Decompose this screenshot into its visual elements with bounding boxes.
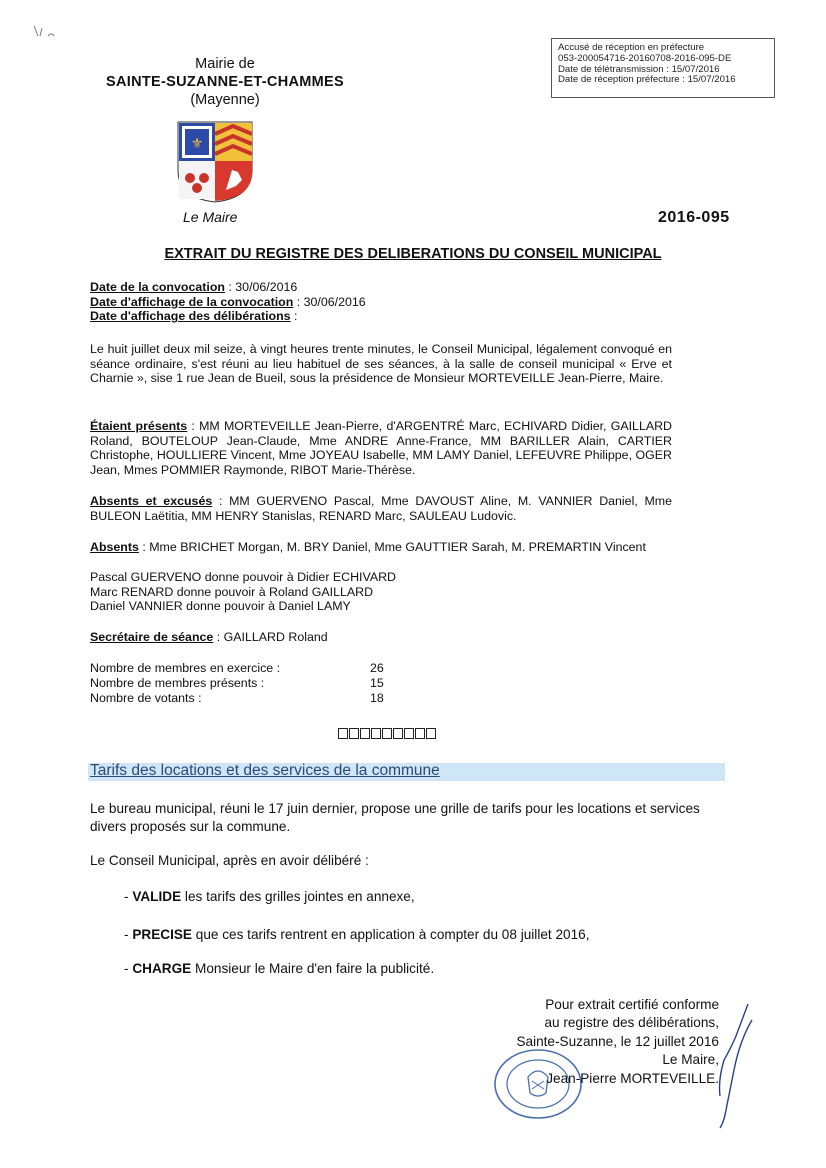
- stat-row: [90, 661, 384, 676]
- section-header: [88, 763, 725, 781]
- decision-keyword: PRECISE: [132, 927, 192, 942]
- section-title: Tarifs des locations et des services de la commune: [90, 762, 440, 779]
- signature-line3: Sainte-Suzanne, le 12 juillet 2016: [516, 1033, 719, 1049]
- stat-row: [90, 691, 384, 706]
- deliberation-number: 2016-095: [658, 209, 730, 226]
- receipt-line1: Accusé de réception en préfecture: [558, 42, 705, 53]
- signature-line2: au registre des délibérations,: [544, 1015, 719, 1031]
- presents-paragraph: [90, 419, 672, 477]
- receipt-line3: Date de télétransmission : 15/07/2016: [558, 63, 720, 75]
- receipt-line2: 053-200054716-20160708-2016-095-DE: [558, 52, 732, 64]
- date-affichage-deliberations-label: Date d'affichage des délibérations: [90, 309, 291, 324]
- absents-label: Absents: [90, 540, 139, 554]
- stat-value: 15: [370, 676, 384, 690]
- margin-scribble: [28, 22, 68, 44]
- decision-keyword: VALIDE: [132, 889, 182, 904]
- stat-row: [90, 676, 384, 691]
- presents-label: Étaient présents: [90, 419, 188, 433]
- pouvoir-item: Marc RENARD donne pouvoir à Roland GAILLARD: [90, 584, 374, 599]
- stat-value: 26: [370, 661, 384, 675]
- intro-paragraph: Le huit juillet deux mil seize, à vingt heures trente minutes, le Conseil Municipal, légalement convoqué en séance ordinaire, s'est réuni au lieu habituel de ses séances, à la salle de conseil municipal « Erve et Charnie », sise 1 rue Jean de Bueil, sous la présidence de Monsieur MORTEVEILLE Jean-Pierre, Maire.: [90, 342, 672, 386]
- secretaire-text: : GAILLARD Roland: [213, 630, 328, 644]
- coat-of-arms-icon: [176, 120, 254, 204]
- decision-text: Monsieur le Maire d'en faire la publicité.: [191, 961, 435, 976]
- commune-name: SAINTE-SUZANNE-ET-CHAMMES: [106, 74, 344, 90]
- date-convocation: [90, 280, 672, 295]
- signature-line4: Le Maire,: [662, 1052, 719, 1068]
- receipt-line4: Date de réception préfecture : 15/07/2016: [558, 74, 736, 86]
- handwritten-signature: [690, 1000, 760, 1130]
- date-affichage-convocation-value: : 30/06/2016: [293, 294, 366, 309]
- presents-text: : MM MORTEVEILLE Jean-Pierre, d'ARGENTRÉ Marc, ECHIVARD Didier, GAILLARD Roland, BOUTELOUP Jean-Claude, Mme ANDRE Anne-France, MM BARILLER Alain, CARTIER Christophe, HOULLIERE Vincent, Mme JOYEAU Isabelle, MM LAMY Daniel, LEFEUVRE Philippe, OGER Jean, Mmes POMMIER Raymonde, RIBOT Marie-Thérèse.: [90, 419, 673, 477]
- le-maire-caption: Le Maire: [183, 209, 238, 225]
- excuses-label: Absents et excusés: [90, 494, 213, 508]
- pouvoirs-list: [90, 570, 672, 614]
- conseil-paragraph: Le Conseil Municipal, après en avoir délibéré :: [90, 853, 369, 868]
- pouvoir-item: Pascal GUERVENO donne pouvoir à Didier ECHIVARD: [90, 570, 396, 584]
- date-affichage-convocation: [90, 295, 672, 310]
- secretaire-label: Secrétaire de séance: [90, 630, 214, 644]
- decision-item: - CHARGE Monsieur le Maire d'en faire la publicité.: [124, 961, 435, 976]
- decision-text: que ces tarifs rentrent en application à compter du 08 juillet 2016,: [192, 927, 590, 942]
- date-convocation-value: : 30/06/2016: [224, 280, 298, 294]
- member-stats: [90, 661, 384, 706]
- department: (Mayenne): [190, 92, 260, 108]
- decision-item: - PRECISE que ces tarifs rentrent en application à compter du 08 juillet 2016,: [124, 927, 590, 942]
- document-title: [0, 246, 826, 262]
- decision-item: - VALIDE les tarifs des grilles jointes en annexe,: [124, 889, 415, 904]
- absents-paragraph: [90, 540, 672, 555]
- pouvoir-item: Daniel VANNIER donne pouvoir à Daniel LAMY: [90, 599, 351, 614]
- absents-text: : Mme BRICHET Morgan, M. BRY Daniel, Mme GAUTTIER Sarah, M. PREMARTIN Vincent: [138, 540, 646, 554]
- secretaire-line: [90, 630, 672, 645]
- signature-block: [516, 996, 719, 1088]
- excuses-paragraph: [90, 494, 672, 523]
- decision-keyword: CHARGE: [132, 961, 192, 976]
- decision-text: les tarifs des grilles jointes en annexe,: [181, 889, 415, 904]
- mairie-header: [70, 55, 380, 109]
- header-line1: Mairie de: [195, 56, 255, 72]
- stat-label: Nombre de membres présents :: [90, 676, 265, 690]
- date-affichage-deliberations: [90, 309, 672, 324]
- stat-label: Nombre de votants :: [90, 691, 202, 705]
- date-affichage-convocation-label: Date d'affichage de la convocation: [90, 294, 294, 309]
- stat-value: 18: [370, 691, 384, 705]
- bureau-paragraph: Le bureau municipal, réuni le 17 juin dernier, propose une grille de tarifs pour les locations et services divers proposés sur la commune.: [90, 801, 700, 834]
- signature-line1: Pour extrait certifié conforme: [545, 997, 719, 1012]
- date-convocation-label: Date de la convocation: [90, 280, 225, 294]
- signature-line5: Jean-Pierre MORTEVEILLE.: [546, 1070, 719, 1086]
- stat-label: Nombre de membres en exercice :: [90, 661, 281, 675]
- dates-block: [90, 280, 672, 324]
- document-title-text: EXTRAIT DU REGISTRE DES DELIBERATIONS DU CONSEIL MUNICIPAL: [164, 246, 662, 262]
- prefecture-receipt-stamp: [551, 38, 775, 98]
- excuses-text: : MM GUERVENO Pascal, Mme DAVOUST Aline, M. VANNIER Daniel, Mme BULEON Laëtitia, MM HENRY Stanislas, RENARD Marc, SAULEAU Ludovic.: [90, 494, 673, 523]
- separator-boxes: [338, 728, 436, 739]
- date-affichage-deliberations-value: :: [290, 309, 298, 324]
- svg-text:⚜: ⚜: [190, 136, 204, 152]
